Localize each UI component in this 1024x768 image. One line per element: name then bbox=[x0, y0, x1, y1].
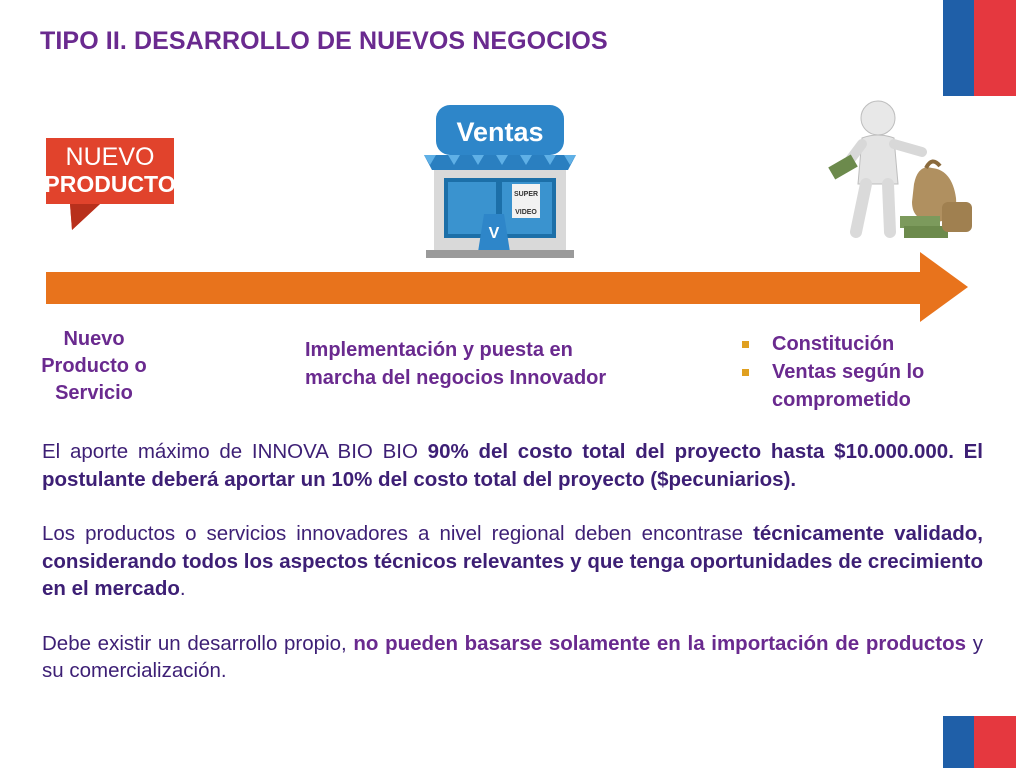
store-icon bbox=[418, 102, 582, 260]
p1-text: El aporte máximo de INNOVA BIO BIO bbox=[42, 440, 428, 463]
paragraph-desarrollo bbox=[42, 630, 983, 685]
slide-title: TIPO II. DESARROLLO DE NUEVOS NEGOCIOS bbox=[40, 27, 608, 55]
timeline-arrow bbox=[44, 250, 970, 324]
label-impl-line1: Implementación y puesta en bbox=[305, 339, 573, 361]
store-stand-letter: V bbox=[488, 225, 500, 242]
paragraph-validacion bbox=[42, 520, 983, 603]
bullet-square-icon bbox=[742, 341, 749, 348]
flag-decoration-top bbox=[943, 0, 1016, 96]
label-nuevo-producto bbox=[26, 326, 162, 407]
p3-highlight: no pueden basarse solamente en la importación de productos bbox=[353, 631, 967, 655]
p3-text: Debe existir un desarrollo propio, bbox=[42, 631, 354, 655]
person-with-money-icon bbox=[826, 98, 976, 246]
p2-end: . bbox=[179, 577, 186, 600]
bullet-item bbox=[740, 358, 980, 414]
store-poster-top: SUPER bbox=[513, 191, 539, 198]
badge-line1: NUEVO bbox=[65, 143, 155, 171]
label-nuevo-line3: Servicio bbox=[55, 382, 133, 404]
store-sign: Ventas bbox=[456, 117, 544, 147]
label-nuevo-line1: Nuevo bbox=[63, 328, 125, 350]
bullet-square-icon bbox=[742, 369, 749, 376]
bullet-item bbox=[740, 330, 980, 358]
p1-bold: 90% del costo total del proyecto hasta $10.000.000. El postulante deberá aportar un 10% del costo total del proyecto ($pecuniarios). bbox=[42, 440, 983, 491]
label-nuevo-line2: Producto o bbox=[41, 355, 147, 377]
p2-bold: técnicamente validado, considerando todos los aspectos técnicos relevantes y que tenga oportunidades de crecimiento en el mercado bbox=[42, 522, 983, 600]
bullet-text: Constitución bbox=[772, 333, 895, 355]
store-poster-bottom: VIDEO bbox=[515, 209, 537, 216]
p3-end: y su comercialización. bbox=[42, 631, 983, 682]
badge-line2: PRODUCTO bbox=[44, 171, 176, 197]
label-implementacion bbox=[305, 336, 685, 392]
nuevo-producto-badge-icon bbox=[42, 134, 178, 234]
outcome-bullet-list bbox=[740, 330, 980, 414]
paragraph-aporte bbox=[42, 438, 983, 493]
body-text bbox=[42, 438, 983, 712]
flag-decoration-bottom bbox=[943, 716, 1016, 768]
bullet-text: Ventas según lo comprometido bbox=[772, 361, 925, 411]
label-impl-line2: marcha del negocios Innovador bbox=[305, 367, 607, 389]
p2-text: Los productos o servicios innovadores a nivel regional deben encontrase bbox=[42, 522, 754, 545]
